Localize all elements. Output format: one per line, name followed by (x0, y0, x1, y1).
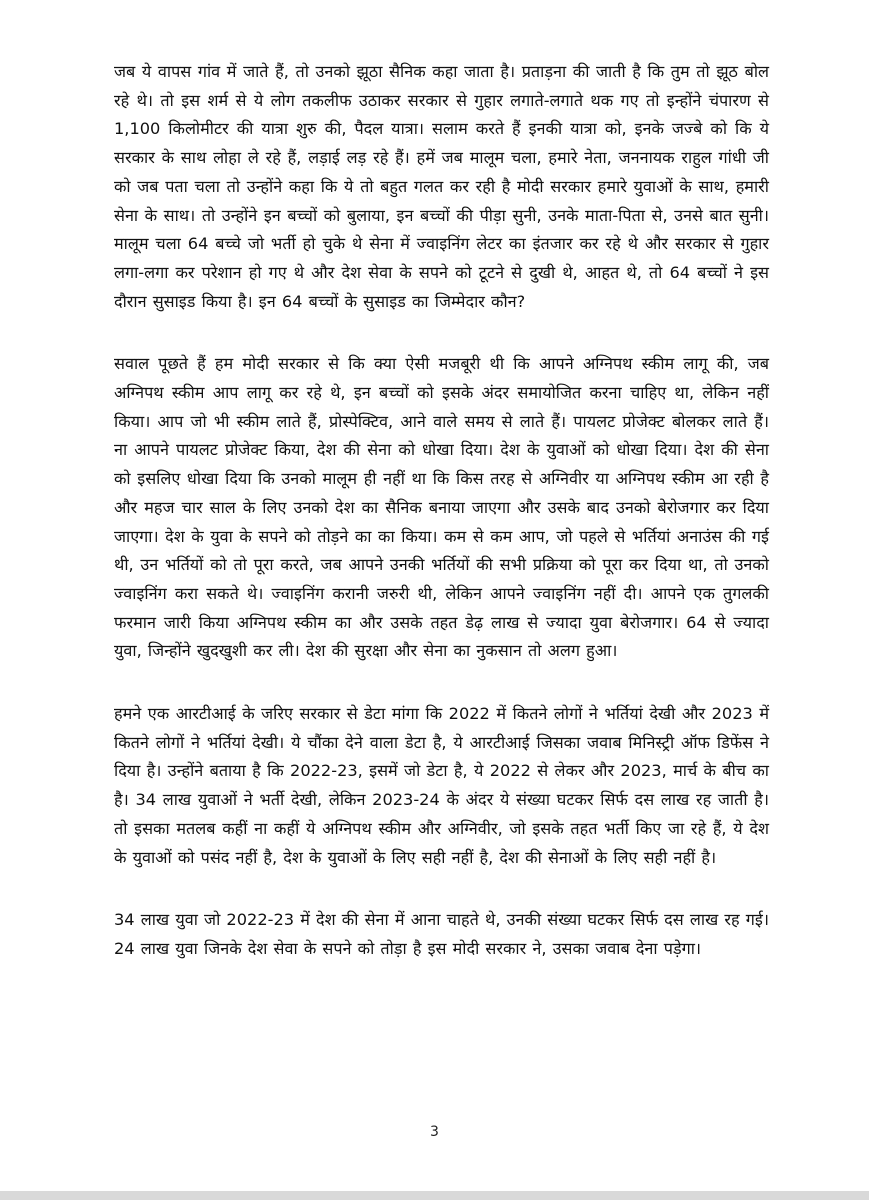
page-bottom-edge (0, 1191, 869, 1200)
paragraph-4: 34 लाख युवा जो 2022-23 में देश की सेना में आना चाहते थे, उनकी संख्या घटकर सिर्फ दस लाख रह गई। 24 लाख युवा जिनके देश सेवा के सपने को तोड़ा है इस मोदी सरकार ने, उसका जवाब देना पड़ेगा। (114, 910, 769, 958)
paragraph-1: जब ये वापस गांव में जाते हैं, तो उनको झूठा सैनिक कहा जाता है। प्रताड़ना की जाती है कि तुम तो झूठ बोल रहे थे। तो इस शर्म से ये लोग तकलीफ उठाकर सरकार से गुहार लगाते-लगाते थक गए तो इन्होंने चंपारण से 1,100 किलोमीटर की यात्रा शुरु की, पैदल यात्रा। सलाम करते हैं इनकी यात्रा को, इनके जज्बे को कि ये सरकार के साथ लोहा ले रहे हैं, लड़ाई लड़ रहे हैं। हमें जब मालूम चला, हमारे नेता, जननायक राहुल गांधी जी को जब पता चला तो उन्होंने कहा कि ये तो बहुत गलत कर रही है मोदी सरकार हमारे युवाओं के साथ, हमारी सेना के साथ। तो उन्होंने इन बच्चों को बुलाया, इन बच्चों की पीड़ा सुनी, उनके माता-पिता से, उनसे बात सुनी। मालूम चला 64 बच्चे जो भर्ती हो चुके थे सेना में ज्वाइनिंग लेटर का इंतजार कर रहे थे और सरकार से गुहार लगा-लगा कर परेशान हो गए थे और देश सेवा के सपने को टूटने से दुखी थे, आहत थे, तो 64 बच्चों ने इस दौरान सुसाइड किया है। इन 64 बच्चों के सुसाइड का जिम्मेदार कौन? (114, 62, 769, 311)
page-number: 3 (430, 1124, 439, 1140)
paragraph-3: हमने एक आरटीआई के जरिए सरकार से डेटा मांगा कि 2022 में कितने लोगों ने भर्तियां देखी और 2023 में कितने लोगों ने भर्तियां देखी। ये चौंका देने वाला डेटा है, ये आरटीआई जिसका जवाब मिनिस्ट्री ऑफ डिफेंस ने दिया है। उन्होंने बताया है कि 2022-23, इसमें जो डेटा है, ये 2022 से लेकर और 2023, मार्च के बीच का है। 34 लाख युवाओं ने भर्ती देखी, लेकिन 2023-24 के अंदर ये संख्या घटकर सिर्फ दस लाख रह जाती है। तो इसका मतलब कहीं ना कहीं ये अग्निपथ स्कीम और अग्निवीर, जो इसके तहत भर्ती किए जा रहे हैं, ये देश के युवाओं को पसंद नहीं है, देश के युवाओं के लिए सही नहीं है, देश की सेनाओं के लिए सही नहीं है। (114, 704, 769, 867)
paragraph-2: सवाल पूछते हैं हम मोदी सरकार से कि क्या ऐसी मजबूरी थी कि आपने अग्निपथ स्कीम लागू की, जब अग्निपथ स्कीम आप लागू कर रहे थे, इन बच्चों को इसके अंदर समायोजित करना चाहिए था, लेकिन नहीं किया। आप जो भी स्कीम लाते हैं, प्रोस्पेक्टिव, आने वाले समय से लाते हैं। पायलट प्रोजेक्ट बोलकर लाते हैं। ना आपने पायलट प्रोजेक्ट किया, देश की सेना को धोखा दिया। देश के युवाओं को धोखा दिया। देश की सेना को इसलिए धोखा दिया कि उनको मालूम ही नहीं था कि किस तरह से अग्निवीर या अग्निपथ स्कीम आ रही है और महज चार साल के लिए उनको देश का सैनिक बनाया जाएगा और उसके बाद उनको बेरोजगार कर दिया जाएगा। देश के युवा के सपने को तोड़ने का का किया। कम से कम आप, जो पहले से भर्तियां अनाउंस की गई थी, उन भर्तियों को तो पूरा करते, जब आपने उनकी भर्तियों की सभी प्रक्रिया को पूरा कर दिया था, तो उनको ज्वाइनिंग करा सकते थे। ज्वाइनिंग करानी जरुरी थी, लेकिन आपने ज्वाइनिंग नहीं दी। आपने एक तुगलकी फरमान जारी किया अग्निपथ स्कीम का और उसके तहत डेढ़ लाख से ज्यादा युवा बेरोजगार। 64 से ज्यादा युवा, जिन्होंने खुदखुशी कर ली। देश की सुरक्षा और सेना का नुकसान तो अलग हुआ। (114, 354, 769, 661)
